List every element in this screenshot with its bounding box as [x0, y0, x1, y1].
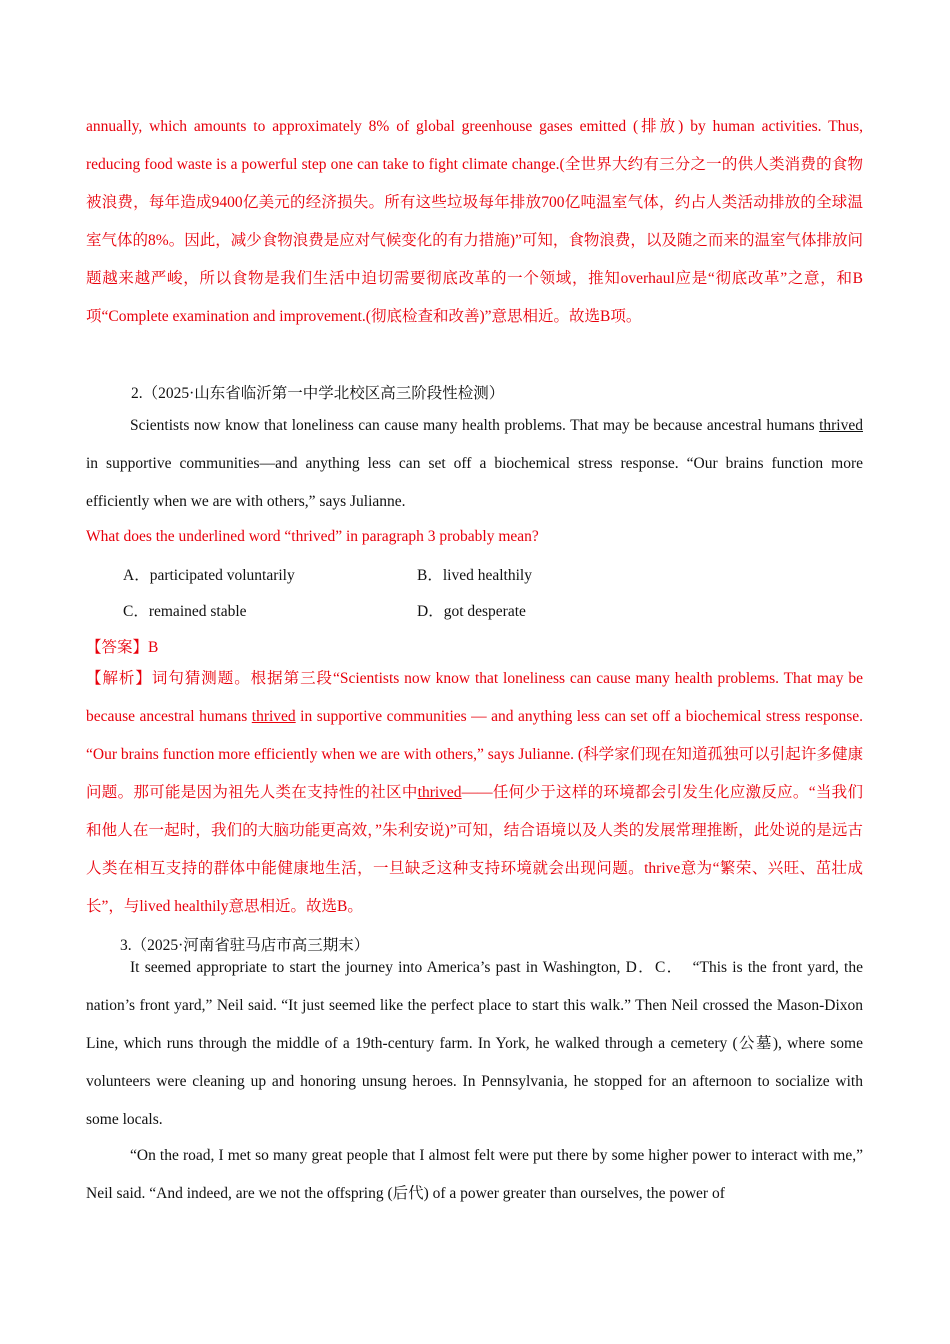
option-b: B．lived healthily — [417, 567, 532, 584]
underlined-word-thrived: thrived — [819, 417, 863, 434]
option-d: D．got desperate — [417, 603, 526, 620]
option-c: C．remained stable — [123, 603, 247, 620]
analysis-label: 【解析】 — [86, 670, 152, 687]
question-2-prompt: What does the underlined word “thrived” in paragraph 3 probably mean? — [86, 528, 539, 545]
option-a: A．participated voluntarily — [123, 567, 295, 584]
question-2-header: 2.（2025·山东省临沂第一中学北校区高三阶段性检测） — [131, 385, 505, 402]
analysis: 【解析】词句猜测题。根据第三段“Scientists now know that loneliness can cause many health problems. That may be because ancestral humans thrived in supportive communities — and anything less can set off a biochemical stress response. “Our brains function more efficiently when we are with others,” says Julianne. (科学家们现在知道孤独可以引起许多健康问题。那可能是因为祖先人类在支持性的社区中thrived——任何少于这样的环境都会引发生化应激反应。“当我们和他人在一起时，我们的大脑功能更高效，”朱利安说)”可知，结合语境以及人类的发展常理推断，此处说的是远古人类在相互支持的群体中能健康地生活，一旦缺乏这种支持环境就会出现问题。thrive意为“繁荣、兴旺、茁壮成长”，与lived healthily意思相近。故选B。 — [86, 670, 864, 915]
question-3-passage-p2: “On the road, I met so many great people that I almost felt were put there by some higher power to interact with me,” Neil said. “And indeed, are we not the offspring (后代) of a power greater than ourselves, the power of — [86, 1147, 863, 1202]
question-2-passage: Scientists now know that loneliness can cause many health problems. That may be because ancestral humans thrived in supportive communities—and anything less can set off a biochemical stress response. “Our brains function more efficiently when we are with others,” says Julianne. — [86, 417, 863, 510]
question-3-header: 3.（2025·河南省驻马店市高三期末） — [120, 937, 370, 954]
question-3-passage-p1: It seemed appropriate to start the journey into America’s past in Washington, D．C． “This is the front yard, the nation’s front yard,” Neil said. “It just seemed like the perfect place to start this walk.” Then Neil crossed the Mason-Dixon Line, which runs through the middle of a 19th-century farm. In York, he walked through a cemetery (公墓), where some volunteers were cleaning up and honoring unsung heroes. In Pennsylvania, he stopped for an afternoon to socialize with some locals. — [86, 959, 863, 1128]
explanation-continued: annually, which amounts to approximately 8% of global greenhouse gases emitted (排放) by human activities. Thus, reducing food waste is a powerful step one can take to fight climate change.(全世界大约有三分之一的供人类消费的食物被浪费，每年造成9400亿美元的经济损失。所有这些垃圾每年排放700亿吨温室气体，约占人类活动排放的全球温室气体的8%。因此，减少食物浪费是应对气候变化的有力措施)”可知，食物浪费，以及随之而来的温室气体排放问题越来越严峻，所以食物是我们生活中迫切需要彻底改革的一个领域，推知overhaul应是“彻底改革”之意，和B项“Complete examination and improvement.(彻底检查和改善)”意思相近。故选B项。 — [86, 118, 863, 325]
answer-value: B — [148, 639, 159, 656]
answer-label: 【答案】 — [86, 639, 149, 656]
answer-line — [86, 635, 158, 657]
